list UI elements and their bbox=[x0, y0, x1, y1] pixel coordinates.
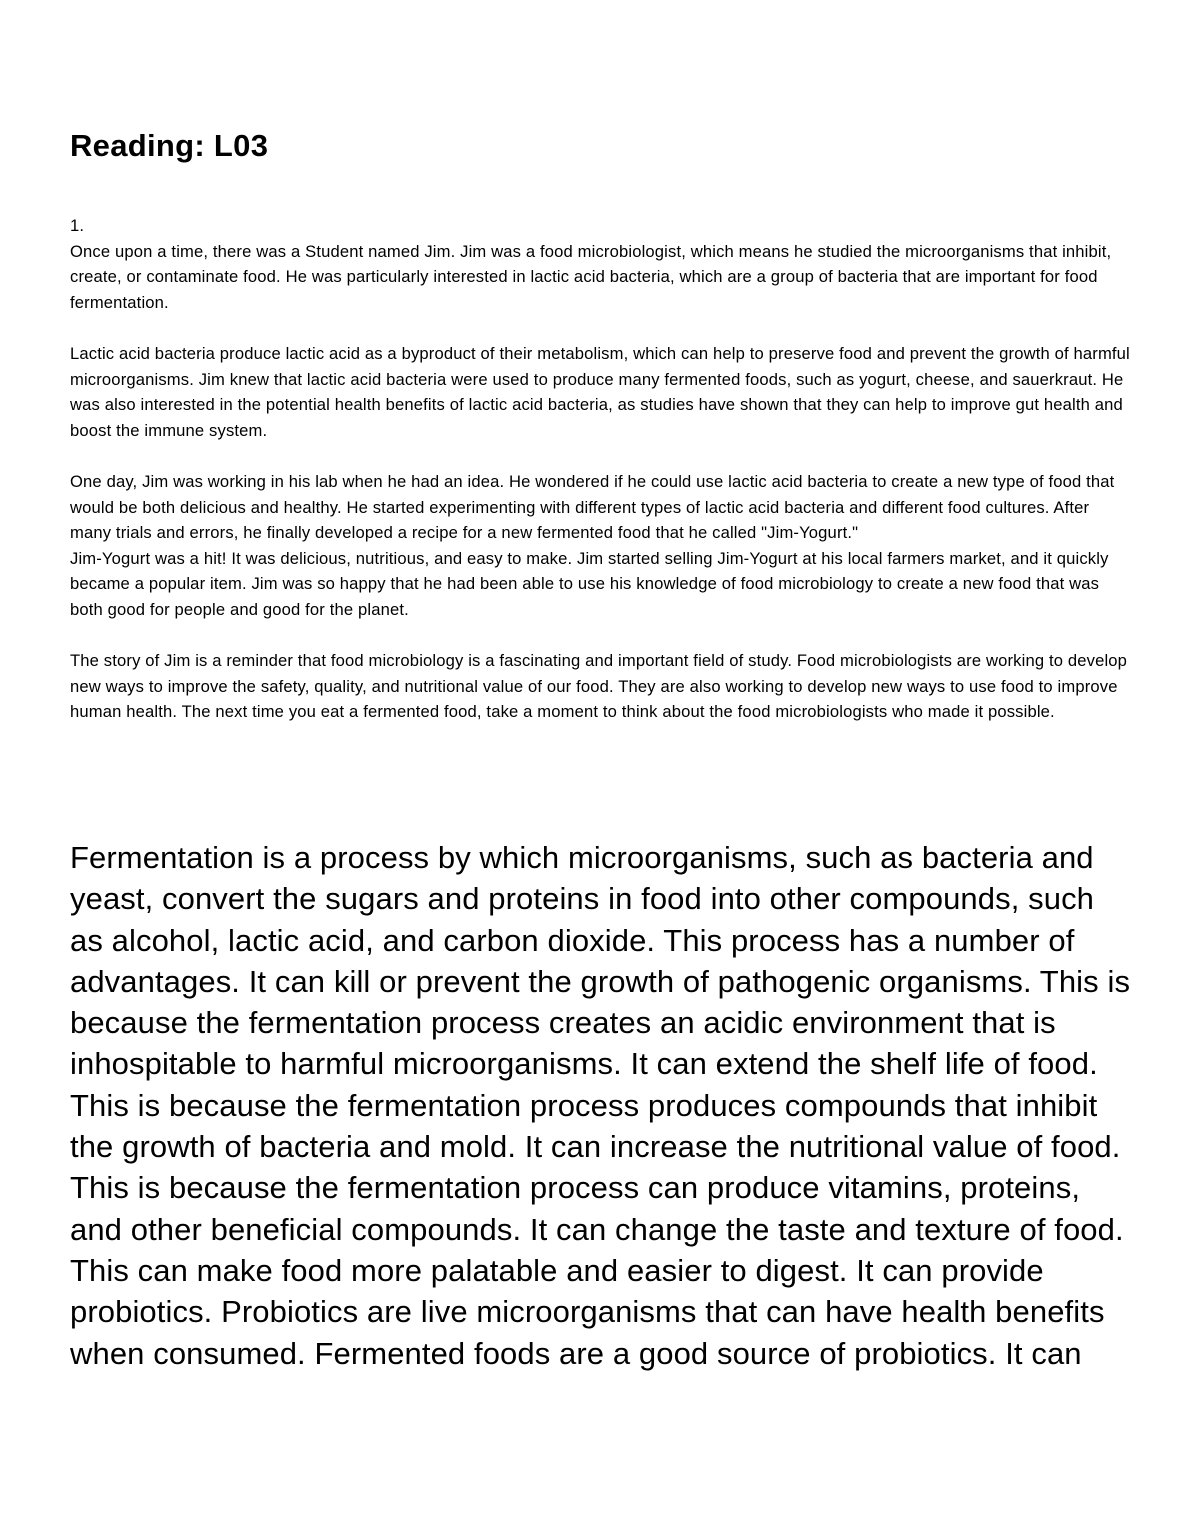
paragraph-lab-idea: One day, Jim was working in his lab when he had an idea. He wondered if he could use lactic acid bacteria to create a new type of food that would be both delicious and healthy. He started experimenting with different types of lactic acid bacteria and different food cultures. After many trials and errors, he finally developed a recipe for a new fermented food that he called "Jim-Yogurt." bbox=[70, 471, 1115, 543]
fermentation-paragraph: Fermentation is a process by which microorganisms, such as bacteria and yeast, convert the sugars and proteins in food into other compounds, such as alcohol, lactic acid, and carbon dioxide. This process has a number of advantages. It can kill or prevent the growth of pathogenic organisms. This is because the fermentation process creates an acidic environment that is inhospitable to harmful microorganisms. It can extend the shelf life of food. This is because the fermentation process produces compounds that inhibit the growth of bacteria and mold. It can increase the nutritional value of food. This is because the fermentation process can produce vitamins, proteins, and other beneficial compounds. It can change the taste and texture of food. This can make food more palatable and easier to digest. It can provide probiotics. Probiotics are live microorganisms that can have health benefits when consumed. Fermented foods are a good source of probiotics. It can bbox=[70, 840, 1131, 1371]
paragraph-lactic-acid: Lactic acid bacteria produce lactic acid as a byproduct of their metabolism, which can help to preserve food and prevent the growth of harmful microorganisms. Jim knew that lactic acid bacteria were used to produce many fermented foods, such as yogurt, cheese, and sauerkraut. He was also interested in the potential health benefits of lactic acid bacteria, as studies have shown that they can help to improve gut health and boost the immune system. bbox=[70, 343, 1130, 440]
item-number: 1. bbox=[70, 216, 85, 235]
page-title: Reading: L03 bbox=[70, 128, 269, 163]
paragraph-jim-yogurt: Jim-Yogurt was a hit! It was delicious, nutritious, and easy to make. Jim started selling Jim-Yogurt at his local farmers market, and it quickly became a popular item. Jim was so happy that he had been able to use his knowledge of food microbiology to create a new food that was both good for people and good for the planet. bbox=[70, 548, 1109, 619]
story-section bbox=[70, 213, 1135, 725]
paragraph-intro: Once upon a time, there was a Student named Jim. Jim was a food microbiologist, which means he studied the microorganisms that inhibit, create, or contaminate food. He was particularly interested in lactic acid bacteria, which are a group of bacteria that are important for food fermentation. bbox=[70, 241, 1112, 312]
paragraph-conclusion: The story of Jim is a reminder that food microbiology is a fascinating and important field of study. Food microbiologists are working to develop new ways to improve the safety, quality, and nutritional value of our food. They are also working to develop new ways to use food to improve human health. The next time you eat a fermented food, take a moment to think about the food microbiologists who made it possible. bbox=[70, 651, 1128, 722]
